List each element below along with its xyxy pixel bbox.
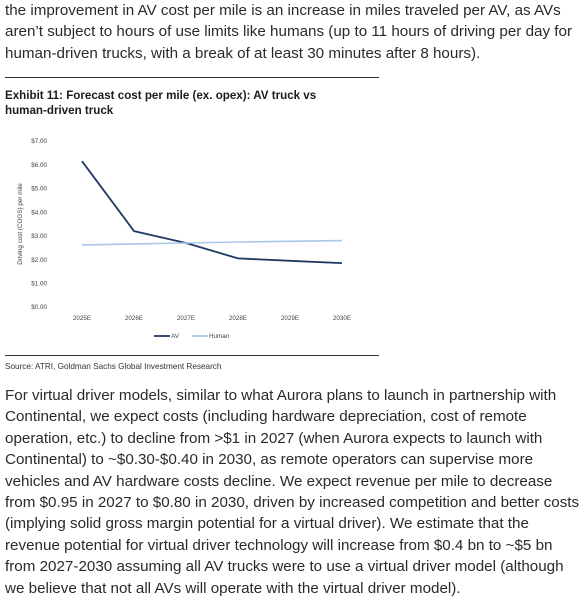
exhibit-top-rule xyxy=(5,77,379,78)
x-tick-label: 2026E xyxy=(124,315,144,322)
series-line-human xyxy=(82,241,342,245)
x-tick-label: 2030E xyxy=(332,315,352,322)
legend-label: Human xyxy=(209,333,230,341)
legend xyxy=(154,333,230,340)
legend-label: AV xyxy=(171,333,179,341)
x-tick-label: 2025E xyxy=(72,315,92,322)
x-tick-label: 2029E xyxy=(280,315,300,322)
y-tick-label: $3.00 xyxy=(31,233,47,241)
series-lines xyxy=(82,161,342,263)
y-tick-label: $5.00 xyxy=(31,185,47,193)
y-tick-labels xyxy=(31,138,47,311)
exhibit-bottom-rule xyxy=(5,355,379,356)
x-tick-label: 2028E xyxy=(228,315,248,322)
x-tick-labels xyxy=(73,315,351,322)
body-paragraph: For virtual driver models, similar to what Aurora plans to launch in partnership with Continental, we expect costs (including hardware depreciation, cost of remote operation, etc.) to decline from >$1 in 2027 (when Aurora expects to launch with Continental) to ~$0.30-$0.40 in 2030, as remote operators can supervise more vehicles and AV hardware costs decline. We expect revenue per mile to decrease from $0.95 in 2027 to $0.80 in 2030, driven by increased competition and better costs (implying solid gross margin potential for a virtual driver). We estimate that the revenue potential for virtual driver technology will increase from $0.4 bn to ~$5 bn from 2027-2030 assuming all AV trucks were to use a virtual driver model (although we believe that not all AVs will operate with the virtual driver model). xyxy=(5,387,580,597)
y-tick-label: $4.00 xyxy=(31,209,47,217)
y-tick-label: $0.00 xyxy=(31,304,47,312)
intro-paragraph: the improvement in AV cost per mile is an increase in miles traveled per AV, as AVs aren’t subject to hours of use limits like humans (up to 11 hours of driving per day for human-driven trucks, with a break of at least 30 minutes after 8 hours). xyxy=(5,2,573,62)
y-tick-label: $6.00 xyxy=(31,161,47,169)
y-tick-label: $2.00 xyxy=(31,256,47,264)
source-note: Source: ATRI, Goldman Sachs Global Investment Research xyxy=(5,362,222,371)
y-tick-label: $1.00 xyxy=(31,280,47,288)
exhibit-title: Exhibit 11: Forecast cost per mile (ex. opex): AV truck vs human-driven truck xyxy=(5,89,317,117)
series-line-av xyxy=(82,161,342,263)
x-tick-label: 2027E xyxy=(176,315,196,322)
line-chart xyxy=(0,128,400,350)
y-axis-label: Driving cost (COGS) per mile xyxy=(17,183,24,265)
y-tick-label: $7.00 xyxy=(31,138,47,146)
